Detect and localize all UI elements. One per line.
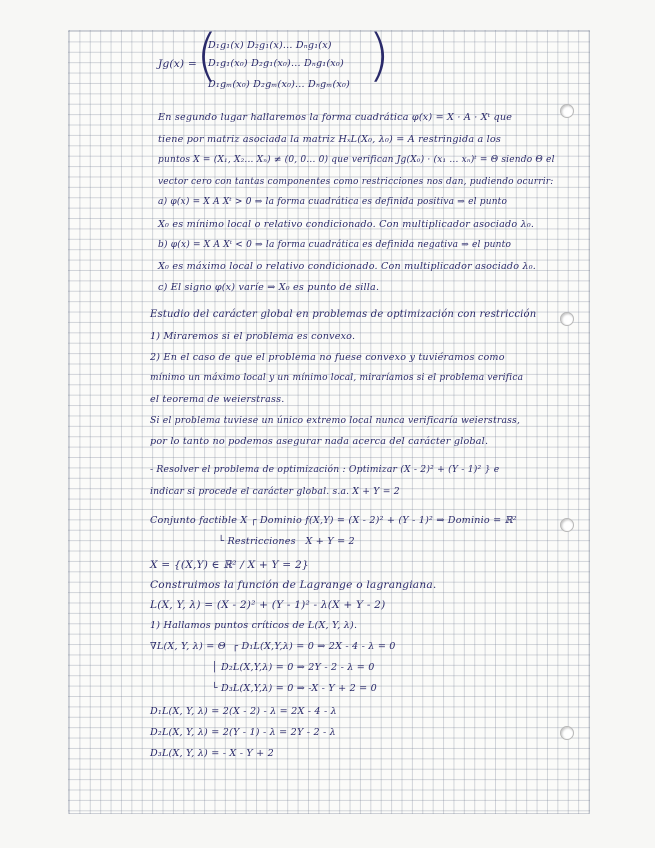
jacobian-label: Jg(x) = [158, 58, 197, 70]
text-line: Conjunto factible X ┌ Dominio f(X,Y) = (X - 2)² + (Y - 1)² ⇒ Dominio = ℝ² [150, 515, 517, 526]
text-line: X₀ es mínimo local o relativo condicionado. Con multiplicador asociado λ₀. [158, 219, 535, 230]
text-line: el teorema de weierstrass. [150, 394, 285, 405]
text-line: por lo tanto no podemos asegurar nada acerca del carácter global. [150, 436, 489, 447]
text-line: X₀ es máximo local o relativo condicionado. Con multiplicador asociado λ₀. [158, 261, 537, 272]
derivative-line: D₃L(X, Y, λ) = - X - Y + 2 [150, 748, 274, 759]
text-line: X = {(X,Y) ∈ ℝ² / X + Y = 2} [150, 559, 309, 571]
matrix-row-1: D₁g₁(x) D₂g₁(x)... Dₙg₁(x) [208, 40, 332, 51]
text-line: vector cero con tantas componentes como restricciones nos dan, pudiendo ocurrir: [158, 177, 554, 187]
exercise-line: - Resolver el problema de optimización : Optimizar (X - 2)² + (Y - 1)² } e [150, 464, 500, 475]
matrix-right-paren: ) [368, 23, 390, 88]
binder-hole [560, 104, 574, 118]
text-line: Si el problema tuviese un único extremo local nunca verificaría weierstrass, [150, 415, 521, 426]
binder-hole [560, 312, 574, 326]
text-line: c) El signo φ(x) varíe ⇒ X₀ es punto de silla. [158, 282, 380, 293]
matrix-row-2: D₁g₁(x₀) D₂g₁(x₀)... Dₙg₁(x₀) [208, 58, 344, 69]
text-line: b) φ(x) = X A Xᵗ < 0 ⇒ la forma cuadrática es definida negativa ⇒ el punto [158, 240, 512, 250]
text-line: 2) En el caso de que el problema no fuese convexo y tuviéramos como [150, 352, 505, 363]
section-heading: Estudio del carácter global en problemas de optimización con restricción [150, 309, 537, 320]
text-line: 1) Miraremos si el problema es convexo. [150, 331, 356, 342]
binder-hole [560, 726, 574, 740]
text-line: mínimo un máximo local y un mínimo local, miraríamos si el problema verifica [150, 373, 524, 383]
text-line: a) φ(x) = X A Xᵗ > 0 ⇒ la forma cuadrática es definida positiva ⇒ el punto [158, 197, 508, 207]
text-line: └ Restricciones X + Y = 2 [150, 536, 355, 547]
lagrangian-formula: L(X, Y, λ) = (X - 2)² + (Y - 1)² - λ(X + Y - 2) [150, 599, 386, 611]
derivative-line: D₁L(X, Y, λ) = 2(X - 2) - λ = 2X - 4 - λ [150, 706, 337, 717]
gradient-system-line: └ D₃L(X,Y,λ) = 0 ⇒ -X - Y + 2 = 0 [150, 683, 377, 694]
text-line: 1) Hallamos puntos críticos de L(X, Y, λ). [150, 620, 358, 631]
text-line: tiene por matriz asociada la matriz HₓL(X₀, λ₀) = A restringida a los [158, 134, 502, 145]
gradient-system-line: │ D₂L(X,Y,λ) = 0 ⇒ 2Y - 2 - λ = 0 [150, 662, 375, 673]
matrix-left-paren: ( [196, 23, 218, 88]
gradient-system-line: ∇L(X, Y, λ) = Θ ┌ D₁L(X,Y,λ) = 0 ⇒ 2X - 4 - λ = 0 [150, 641, 396, 652]
matrix-row-3: D₁gₘ(x₀) D₂gₘ(x₀)... Dₙgₘ(x₀) [208, 79, 351, 90]
text-line: puntos X = (X₁, X₂... Xₙ) ≠ (0, 0... 0) que verifican Jg(X₀) · (x₁ ... xₙ)ᵗ = Θ siendo Θ el [158, 155, 555, 165]
binder-hole [560, 518, 574, 532]
exercise-line: indicar si procede el carácter global. s.a. X + Y = 2 [150, 486, 400, 497]
derivative-line: D₂L(X, Y, λ) = 2(Y - 1) - λ = 2Y - 2 - λ [150, 727, 336, 738]
text-line: Construimos la función de Lagrange o lagrangiana. [150, 579, 437, 591]
text-line: En segundo lugar hallaremos la forma cuadrática φ(x) = X · A · Xᵗ que [158, 112, 513, 123]
